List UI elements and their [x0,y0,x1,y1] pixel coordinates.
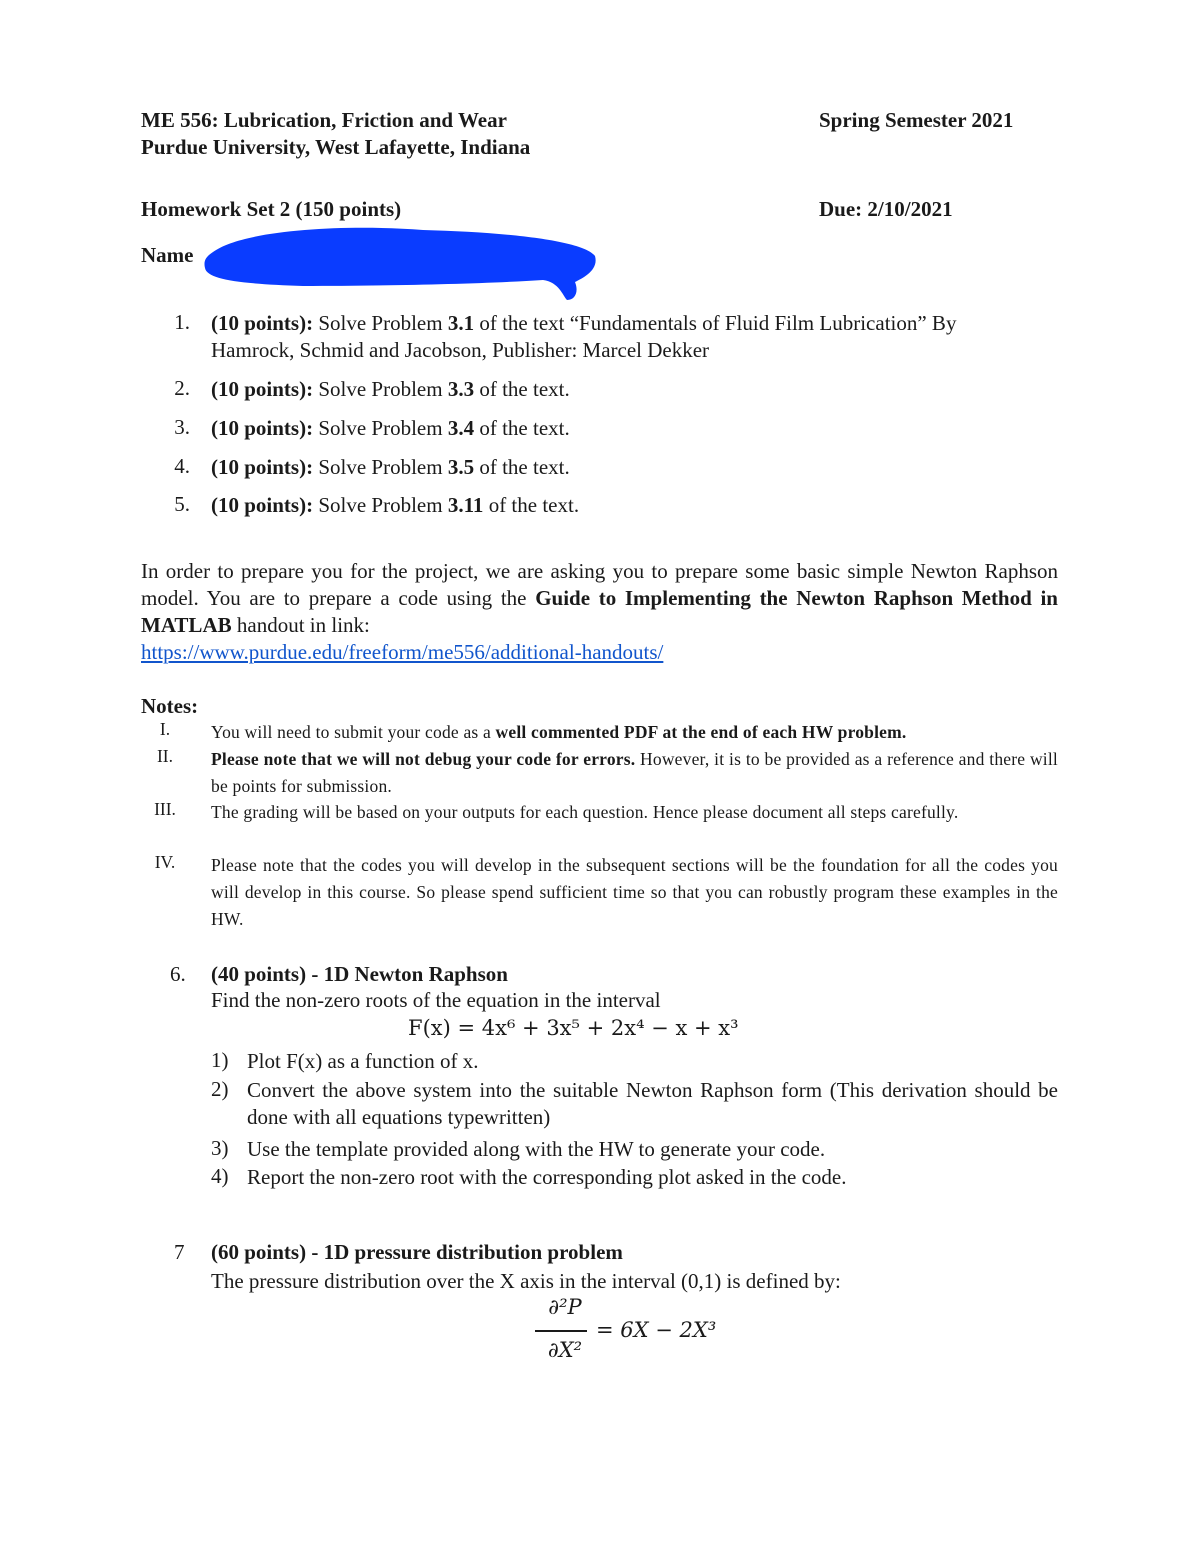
note-text: You will need to submit your code as a [211,722,496,742]
due-date: Due: 2/10/2021 [819,197,953,221]
q6-description: Find the non-zero roots of the equation in the interval [211,988,661,1012]
step-number: 3) [211,1136,229,1160]
problem-text: Solve Problem [313,455,448,479]
note-text: Please note that the codes you will develop in the subsequent sections will be the foundation for all the codes you will develop in this course. So please spend sufficient time so that you can robustly program these examples in the HW. [211,855,1058,929]
q7-rhs: = 6X − 2X³ [596,1318,717,1342]
problem-number: 4. [174,454,190,478]
q7-description: The pressure distribution over the X axis in the interval (0,1) is defined by: [211,1269,841,1293]
problem-text-tail: of the text. [474,416,570,440]
problem-number: 5. [174,492,190,516]
problem-item [211,415,1061,442]
problem-id: 3.3 [447,377,475,401]
step-text: Report the non-zero root with the corresponding plot asked in the code. [247,1165,847,1189]
problem-text-tail: of the text. [474,455,570,479]
problem-text: Solve Problem [313,377,448,401]
step-number: 4) [211,1164,229,1188]
problem-points: (10 points): [211,311,314,335]
q7-numerator: ∂²P [548,1295,582,1319]
problem-text-tail: of the text. [483,493,580,517]
problem-item [211,376,1061,403]
intro-text-tail: handout in link: [231,613,370,637]
problem-id: 3.5 [447,455,475,479]
note-text-tail: However, it is to be provided as a reference and there will be points for submission. [211,749,1058,796]
course-title: ME 556: Lubrication, Friction and Wear [141,108,507,132]
q7-title: (60 points) - 1D pressure distribution problem [211,1240,623,1264]
note-number: IV. [154,852,176,872]
problem-item [211,310,1061,364]
note-bold: well commented PDF at the end of each HW problem. [495,722,907,742]
problem-item [211,454,1061,481]
step-number: 2) [211,1077,229,1101]
q6-equation: F(x) = 4x⁶ + 3x⁵ + 2x⁴ − x + x³ [408,1016,739,1040]
university-label: Purdue University, West Lafayette, Indiana [141,135,531,159]
problem-points: (10 points): [211,455,314,479]
note-item [211,719,1058,746]
intro-text: In order to prepare you for the project, we are asking you to prepare some basic simple Newton Raphson model. You are to prepare a code using the [141,559,1058,610]
problem-points: (10 points): [211,377,314,401]
name-label: Name [141,243,194,267]
problem-text-tail: of the text. [474,377,570,401]
note-number: I. [159,719,171,739]
intro-paragraph [141,558,1058,666]
problem-number: 3. [174,415,190,439]
note-item [211,799,1058,826]
handouts-link[interactable]: https://www.purdue.edu/freeform/me556/additional-handouts/ [141,640,664,664]
q6-title: (40 points) - 1D Newton Raphson [211,962,508,986]
note-number: II. [156,746,174,766]
problem-id: 3.1 [447,311,475,335]
problem-text-line2: Hamrock, Schmid and Jacobson, Publisher: Marcel Dekker [211,338,710,362]
step-number: 1) [211,1048,229,1072]
fraction-bar [535,1330,587,1332]
note-bold: Please note that we will not debug your code for errors. [211,749,636,769]
notes-title: Notes: [141,694,199,718]
note-text: The grading will be based on your outputs for each question. Hence please document all steps carefully. [211,802,959,822]
problem-text: Solve Problem [313,493,448,517]
problem-id: 3.4 [447,416,475,440]
note-item [211,852,1058,933]
problem-number: 2. [174,376,190,400]
note-item [211,746,1058,800]
semester-label: Spring Semester 2021 [819,108,1014,132]
step-text: Convert the above system into the suitable Newton Raphson form (This derivation should be done with all equations typewritten) [247,1078,1058,1129]
problem-number: 1. [174,310,190,334]
problem-text: Solve Problem [313,311,448,335]
q7-number: 7 [174,1240,185,1264]
redaction-mark [203,222,597,302]
q7-denominator: ∂X² [547,1338,583,1362]
problem-text: Solve Problem [313,416,448,440]
guide-title: Guide to Implementing the Newton Raphson Method in MATLAB [141,586,1058,637]
problem-item [211,492,1061,519]
note-number: III. [154,799,176,819]
problem-points: (10 points): [211,416,314,440]
problem-text-tail: of the text “Fundamentals of Fluid Film Lubrication” By [474,311,957,335]
problem-id: 3.11 [447,493,484,517]
problem-points: (10 points): [211,493,314,517]
step-text: Plot F(x) as a function of x. [247,1049,479,1073]
step-text: Use the template provided along with the HW to generate your code. [247,1137,826,1161]
q6-number: 6. [170,962,186,986]
homework-title: Homework Set 2 (150 points) [141,197,402,221]
